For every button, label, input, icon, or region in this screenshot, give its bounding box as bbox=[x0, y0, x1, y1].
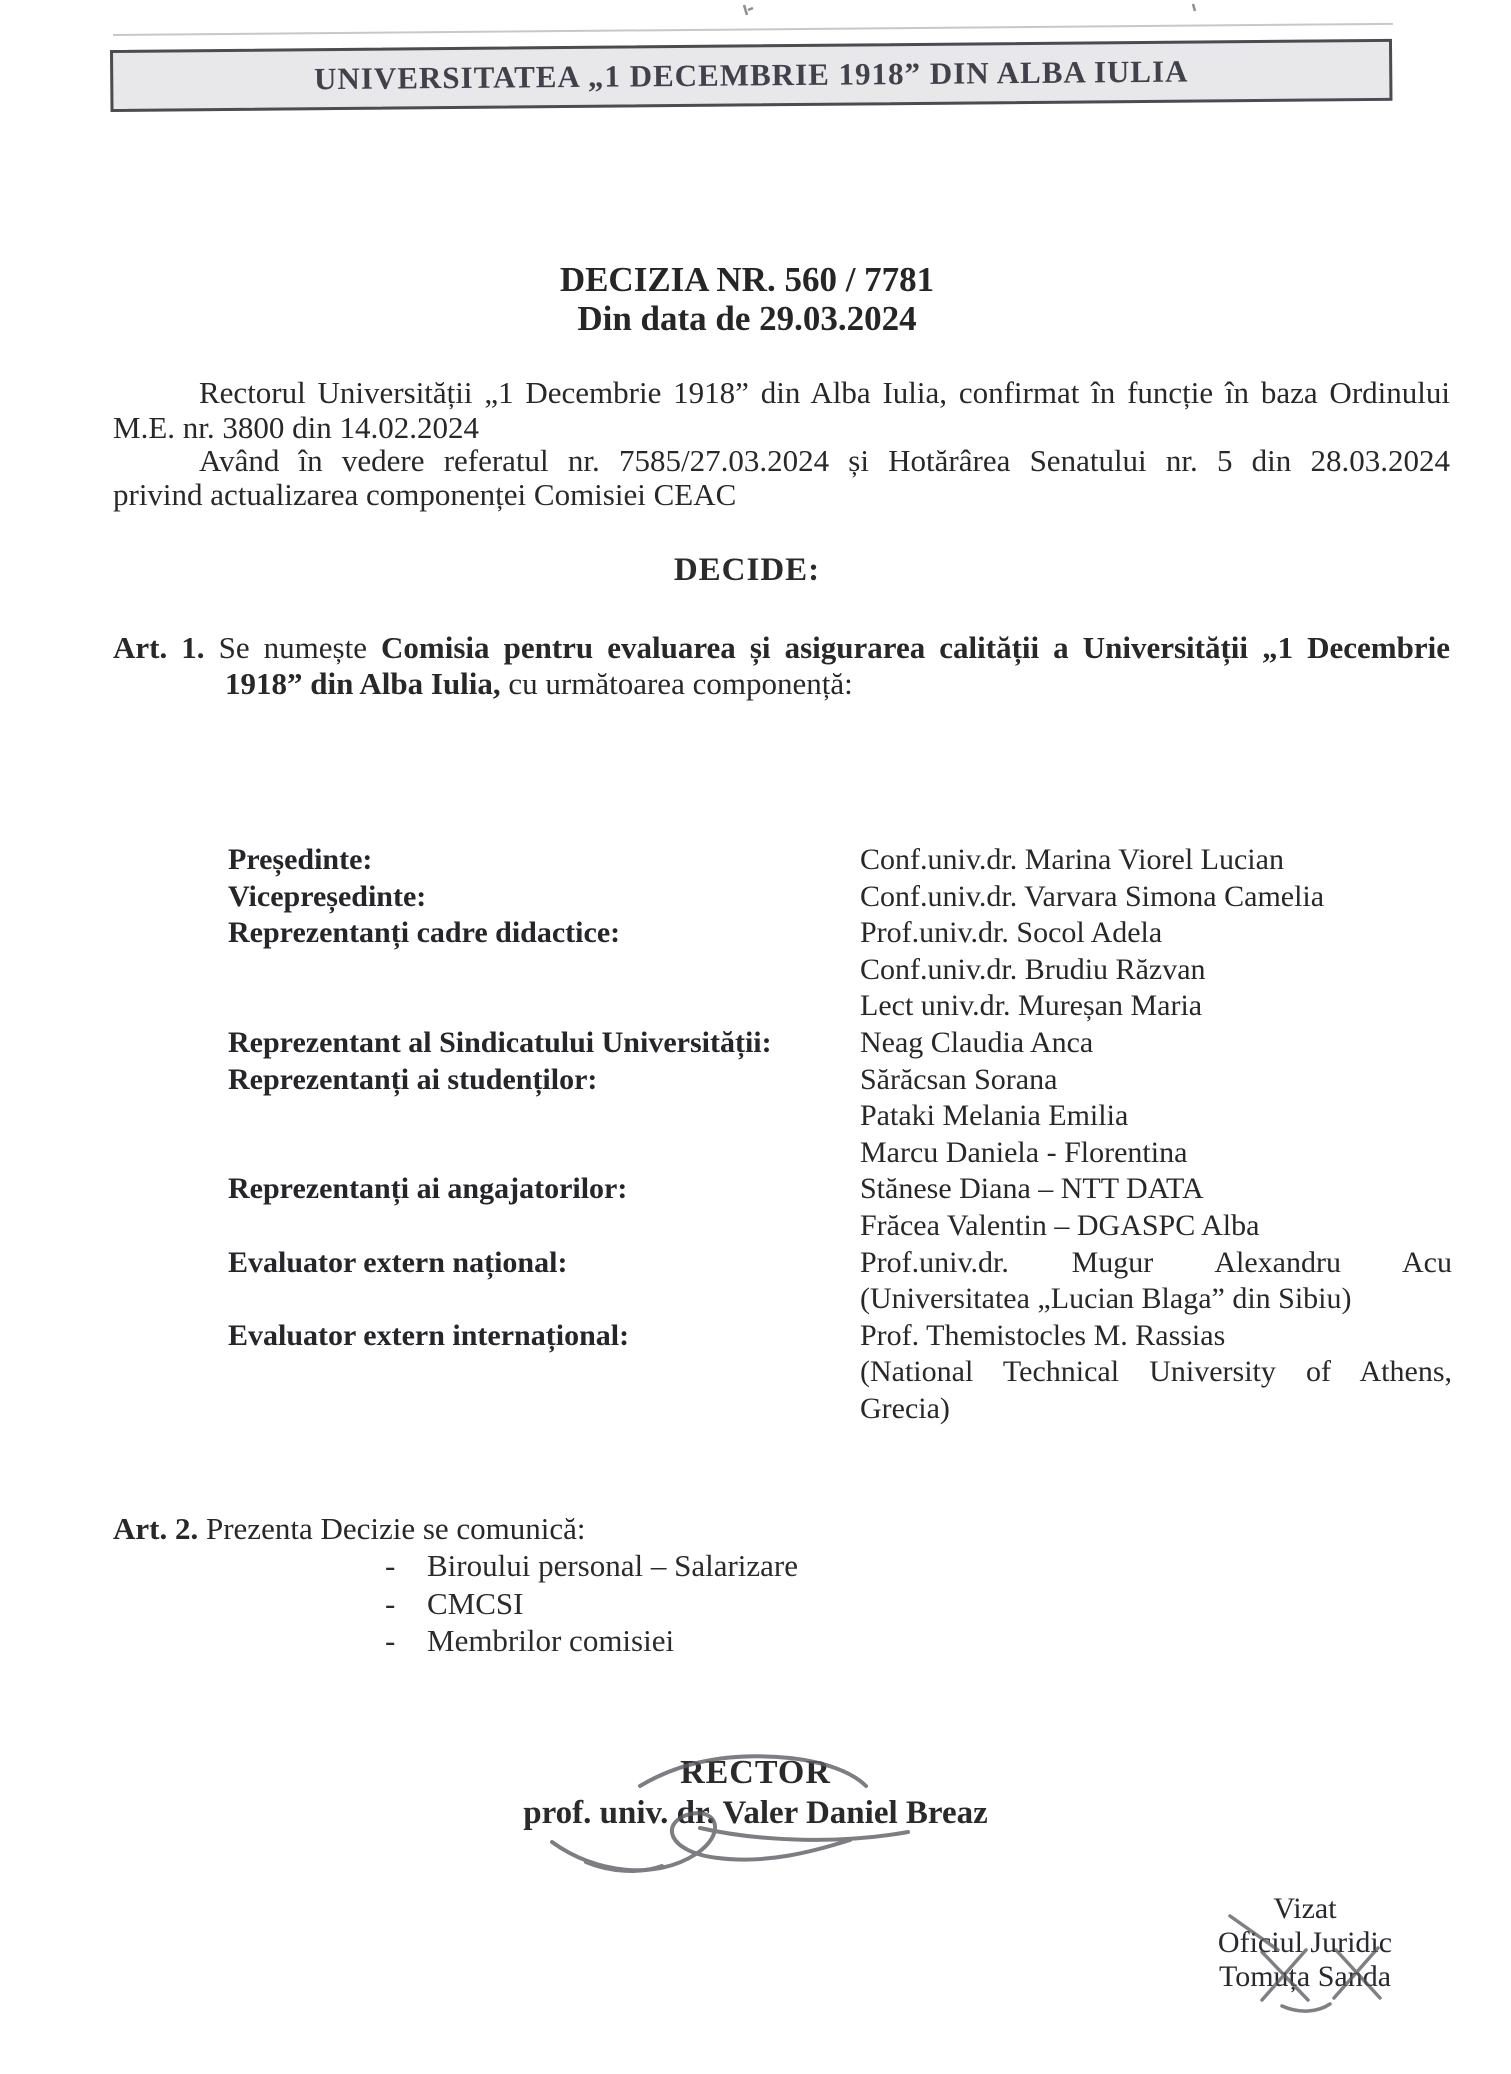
committee-role-label: Evaluator extern național: bbox=[228, 1245, 568, 1279]
article-2-line bbox=[113, 1511, 586, 1547]
committee-row bbox=[0, 1063, 1511, 1100]
dash-bullet: - bbox=[385, 1623, 396, 1658]
approval-office: Oficiul Juridic bbox=[1217, 1926, 1393, 1959]
scan-speck bbox=[744, 4, 1195, 15]
dash-bullet: - bbox=[385, 1548, 396, 1583]
committee-row bbox=[0, 989, 1511, 1026]
article-1-commission-name: Comisia pentru evaluarea și asigurarea calității a Universității „1 Decembrie bbox=[381, 630, 1451, 665]
university-name: UNIVERSITATEA „1 DECEMBRIE 1918” DIN ALBA IULIA bbox=[313, 53, 1189, 97]
committee-row bbox=[0, 1099, 1511, 1136]
committee-role-label: Președinte: bbox=[228, 843, 373, 876]
committee-role-label: Reprezentant al Sindicatului Universității: bbox=[228, 1025, 772, 1059]
preamble-line-2: M.E. nr. 3800 din 14.02.2024 bbox=[113, 410, 479, 445]
committee-member-name: (Universitatea „Lucian Blaga” din Sibiu) bbox=[860, 1282, 1352, 1316]
committee-role-label: Vicepreședinte: bbox=[228, 879, 427, 913]
decide-heading: DECIDE: bbox=[673, 552, 821, 588]
distribution-item: CMCSI bbox=[427, 1586, 524, 1621]
approval-block bbox=[1155, 1892, 1455, 1994]
committee-member-name: Lect univ.dr. Mureșan Maria bbox=[860, 989, 1203, 1023]
committee-member-name: Prof.univ.dr. Mugur Alexandru Acu bbox=[860, 1245, 1452, 1279]
committee-row bbox=[0, 916, 1511, 953]
letterhead-banner bbox=[110, 39, 1392, 112]
approval-vizat: Vizat bbox=[1273, 1892, 1337, 1925]
committee-row bbox=[0, 1355, 1511, 1392]
distribution-item: Membrilor comisiei bbox=[427, 1623, 675, 1658]
committee-role-label: Reprezentanți cadre didactice: bbox=[228, 916, 621, 950]
committee-role-label: Reprezentanți ai angajatorilor: bbox=[228, 1172, 628, 1206]
committee-member-name: Marcu Daniela - Florentina bbox=[860, 1135, 1188, 1169]
article-2-label: Art. 2. bbox=[113, 1511, 199, 1546]
committee-row bbox=[0, 1319, 1511, 1356]
committee-row bbox=[0, 1282, 1511, 1319]
approval-person: Tomuța Sanda bbox=[1218, 1960, 1392, 1993]
committee-role-label: Evaluator extern internațional: bbox=[228, 1318, 630, 1352]
article-1-line-2 bbox=[225, 666, 853, 702]
committee-member-name: (National Technical University of Athens, bbox=[860, 1355, 1452, 1389]
article-1-commission-name-cont: 1918” din Alba Iulia, bbox=[225, 666, 501, 701]
dash-bullet: - bbox=[385, 1586, 396, 1621]
committee-row bbox=[0, 1392, 1511, 1429]
committee-member-name: Grecia) bbox=[860, 1391, 950, 1425]
committee-row bbox=[0, 1026, 1511, 1063]
committee-member-name: Stănese Diana – NTT DATA bbox=[860, 1172, 1204, 1206]
article-2-text: Prezenta Decizie se comunică: bbox=[205, 1511, 586, 1546]
committee-member-name: Pataki Melania Emilia bbox=[860, 1099, 1129, 1133]
committee-row bbox=[0, 843, 1511, 880]
article-1-label: Art. 1. bbox=[113, 630, 205, 665]
preamble-line-1: Rectorul Universității „1 Decembrie 1918” din Alba Iulia, confirmat în funcție în baza Ordinului bbox=[199, 375, 1450, 410]
committee-role-label: Reprezentanți ai studenților: bbox=[228, 1062, 598, 1096]
committee-member-name: Conf.univ.dr. Marina Viorel Lucian bbox=[860, 843, 1284, 876]
decision-number-title: DECIZIA NR. 560 / 7781 bbox=[559, 260, 935, 299]
article-1-lead: Se numește bbox=[218, 630, 367, 665]
committee-list bbox=[0, 843, 1511, 1429]
committee-member-name: Neag Claudia Anca bbox=[860, 1025, 1094, 1059]
committee-member-name: Frăcea Valentin – DGASPC Alba bbox=[860, 1208, 1260, 1242]
article-1-tail: cu următoarea componență: bbox=[508, 666, 853, 701]
committee-row bbox=[0, 880, 1511, 917]
rector-name: prof. univ. dr. Valer Daniel Breaz bbox=[523, 1795, 988, 1831]
committee-row bbox=[0, 1172, 1511, 1209]
committee-row bbox=[0, 1136, 1511, 1173]
committee-member-name: Prof. Themistocles M. Rassias bbox=[860, 1318, 1226, 1352]
article-1-line-1 bbox=[113, 630, 1450, 666]
committee-row bbox=[0, 1246, 1511, 1283]
letterhead-top-rule bbox=[113, 23, 1393, 36]
committee-member-name: Sărăcsan Sorana bbox=[860, 1062, 1058, 1096]
committee-member-name: Prof.univ.dr. Socol Adela bbox=[860, 916, 1163, 950]
committee-row bbox=[0, 953, 1511, 990]
preamble-line-4: privind actualizarea componenței Comisiei CEAC bbox=[113, 477, 737, 512]
preamble-line-3: Având în vedere referatul nr. 7585/27.03.2024 și Hotărârea Senatului nr. 5 din 28.03.2024 bbox=[199, 443, 1450, 478]
committee-member-name: Conf.univ.dr. Brudiu Răzvan bbox=[860, 952, 1206, 986]
distribution-item: Biroului personal – Salarizare bbox=[427, 1548, 799, 1583]
committee-member-name: Conf.univ.dr. Varvara Simona Camelia bbox=[860, 879, 1325, 913]
rector-title: RECTOR bbox=[680, 1754, 831, 1791]
decision-date-line: Din data de 29.03.2024 bbox=[577, 299, 917, 338]
committee-row bbox=[0, 1209, 1511, 1246]
